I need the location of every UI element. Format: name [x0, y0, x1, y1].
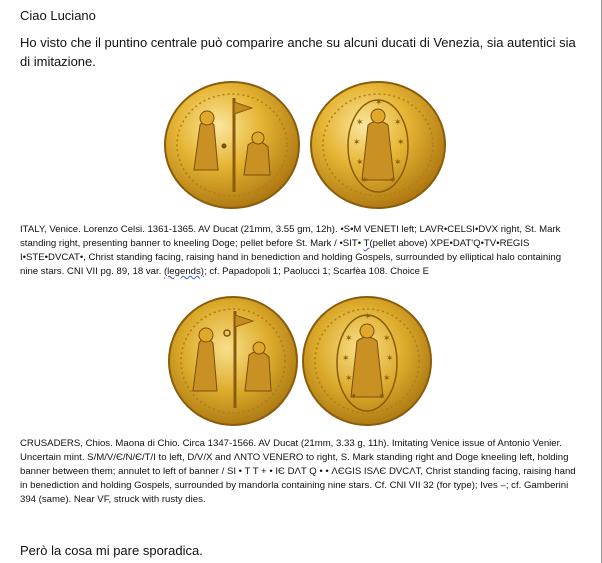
chios-ducat-coin-photo	[165, 293, 435, 428]
svg-text:✶: ✶	[345, 334, 353, 344]
svg-text:✶: ✶	[361, 176, 369, 186]
intro-paragraph: Ho visto che il puntino centrale può comparire anche su alcuni ducati di Venezia, sia autentici sia di imitazione.	[20, 35, 576, 69]
svg-text:✶: ✶	[345, 374, 353, 384]
svg-text:✶: ✶	[356, 118, 364, 128]
svg-text:✶: ✶	[386, 354, 394, 364]
svg-text:✶: ✶	[350, 392, 358, 402]
svg-text:✶: ✶	[378, 392, 386, 402]
caption-text: (pellet above) XPE•DAT'Q•TV•REGIS I•STE•DVCAT•, Christ standing facing, raising hand in benediction and holding Gospels, surrounded by elliptical halo containing nine stars. CNI VII pg. 89, 18 var.	[20, 238, 562, 277]
venice-ducat-coin-photo	[160, 80, 450, 210]
greeting: Ciao Luciano	[20, 8, 96, 23]
svg-text:✶: ✶	[364, 312, 372, 322]
coin-caption-chios: CRUSADERS, Chios. Maona di Chio. Circa 1347-1566. AV Ducat (21mm, 3.33 g, 11h). Imitating Venice issue of Antonio Venier. Uncertain mint. S/M/V/Є/N/Є/T/I to left, D/V/X and ΛNTO VENERO to right, S. Mark standing right and Doge kneeling left, holding banner between them; annulet to left of banner / SI • T T + • IЄ DΛT Q • • ΛЄGIS ISΛЄ DVCΛT, Christ standing facing, raising hand in benediction and holding Gospels, surrounded by mandorla containing nine stars. Cf. CNI VII 32 (for type); Ives –; cf. Gamberini 394 (same). Near VF, struck with rusty dies.	[20, 438, 576, 505]
svg-text:✶: ✶	[394, 158, 402, 168]
svg-text:✶: ✶	[375, 98, 383, 108]
caption-text: ITALY, Venice. Lorenzo Celsi. 1361-1365. AV Ducat (21mm, 3.55 gm, 12h). •S•M VENETI left; LAVR•CELSI•DVX right, St. Mark standing right, presenting banner to kneeling Doge; pellet before St. Mark / •SIT•	[20, 224, 561, 249]
svg-text:✶: ✶	[389, 176, 397, 186]
closing-paragraph: Però la cosa mi pare sporadica.	[20, 543, 203, 558]
coin-reverse	[311, 82, 445, 208]
svg-text:✶: ✶	[397, 138, 405, 148]
coin-reverse	[303, 297, 431, 425]
coin-obverse	[169, 297, 297, 425]
coin-caption-venice	[20, 223, 580, 279]
caption-text: ; cf. Papadopoli 1; Paolucci 1; Scarfèa 108. Choice E	[203, 266, 430, 277]
svg-text:✶: ✶	[342, 354, 350, 364]
coin-obverse	[165, 82, 299, 208]
svg-text:✶: ✶	[383, 374, 391, 384]
svg-text:✶: ✶	[394, 118, 402, 128]
caption-spellcheck-word: (legends)	[163, 266, 204, 277]
svg-text:✶: ✶	[353, 138, 361, 148]
svg-text:✶: ✶	[383, 334, 391, 344]
caption-spellcheck-word: T	[363, 238, 370, 249]
svg-text:✶: ✶	[356, 158, 364, 168]
